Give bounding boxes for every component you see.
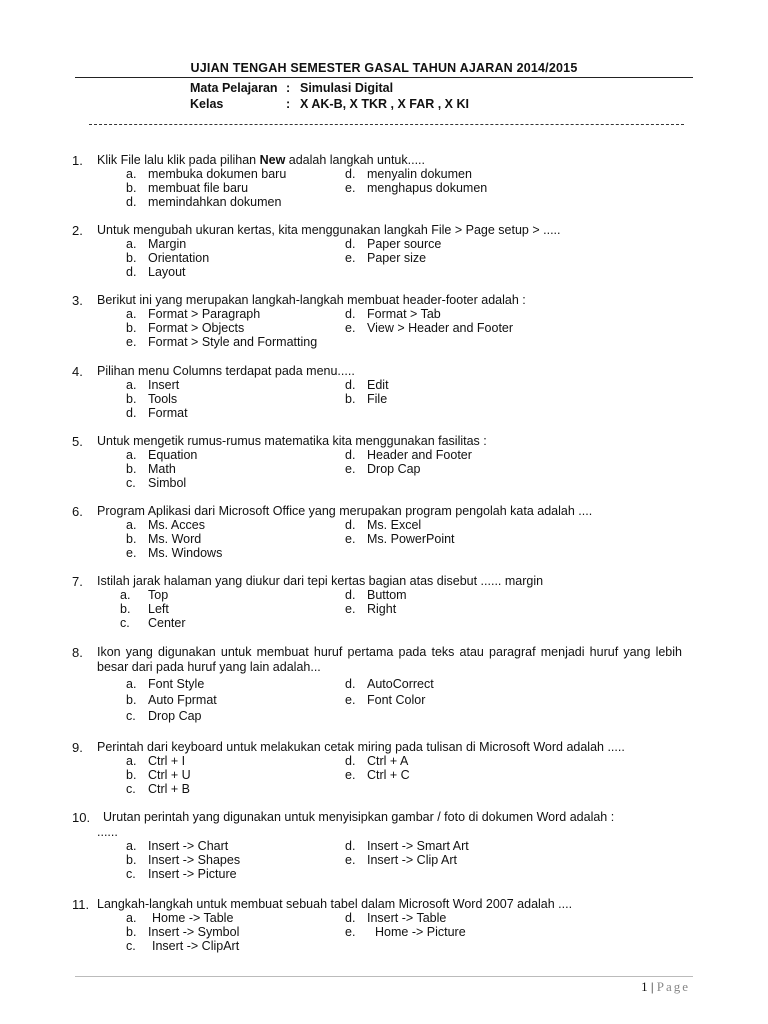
option-e: e. Drop Cap xyxy=(345,462,421,476)
option-b: b. membuat file baru xyxy=(126,181,249,195)
option-a: a. Margin xyxy=(126,237,187,251)
question-text-continued: ...... xyxy=(97,825,118,839)
option-e: e. Ms. PowerPoint xyxy=(345,532,455,546)
question-text: Untuk mengubah ukuran kertas, kita menggunakan langkah File > Page setup > ..... xyxy=(97,223,561,237)
option-e: b. File xyxy=(345,392,388,406)
page-separator: | xyxy=(650,979,654,994)
option-c: c. Insert -> ClipArt xyxy=(126,939,240,953)
option-c: c. Center xyxy=(120,616,186,630)
option-c: c. Ctrl + B xyxy=(126,782,191,796)
question-text-bold: New xyxy=(259,153,286,167)
option-e: e. Home -> Picture xyxy=(345,925,466,939)
question-number: 5. xyxy=(72,434,83,449)
question-text: Berikut ini yang merupakan langkah-langkah membuat header-footer adalah : xyxy=(97,293,526,307)
question-text: Program Aplikasi dari Microsoft Office yang merupakan program pengolah kata adalah .... xyxy=(97,504,593,518)
option-a: a. Ms. Acces xyxy=(126,518,205,532)
option-c: c. Drop Cap xyxy=(126,709,202,723)
option-a: a. membuka dokumen baru xyxy=(126,167,287,181)
class-row xyxy=(190,97,469,111)
option-b: b. Ctrl + U xyxy=(126,768,191,782)
class-label: Kelas xyxy=(190,97,224,111)
option-c: e. Format > Style and Formatting xyxy=(126,335,318,349)
option-b: b. Ms. Word xyxy=(126,532,202,546)
option-a: a. Font Style xyxy=(126,677,205,691)
option-c: d. Layout xyxy=(126,265,186,279)
class-separator: : xyxy=(286,97,291,111)
option-d: d. Header and Footer xyxy=(345,448,472,462)
option-d: d. Format > Tab xyxy=(345,307,441,321)
option-a: a. Equation xyxy=(126,448,198,462)
option-b: b. Insert -> Symbol xyxy=(126,925,240,939)
option-d: d. Insert -> Table xyxy=(345,911,447,925)
option-c: e. Ms. Windows xyxy=(126,546,223,560)
exam-title: UJIAN TENGAH SEMESTER GASAL TAHUN AJARAN 2014/2015 xyxy=(190,61,578,75)
question-number: 8. xyxy=(72,645,83,660)
option-a: a. Home -> Table xyxy=(126,911,234,925)
option-e: e. Ctrl + C xyxy=(345,768,410,782)
subject-label: Mata Pelajaran xyxy=(190,81,278,95)
question-number: 7. xyxy=(72,574,83,589)
option-a: a. Insert xyxy=(126,378,180,392)
subject-value: Simulasi Digital xyxy=(300,81,394,95)
option-b: b. Left xyxy=(120,602,169,616)
option-a: a. Format > Paragraph xyxy=(126,307,261,321)
page-label: Page xyxy=(656,979,690,994)
option-c: c. Insert -> Picture xyxy=(126,867,237,881)
question-number: 9. xyxy=(72,740,83,755)
question-text xyxy=(97,153,662,168)
title-rule xyxy=(75,77,693,78)
option-d: d. AutoCorrect xyxy=(345,677,434,691)
question-text: Untuk mengetik rumus-rumus matematika kita menggunakan fasilitas : xyxy=(97,434,487,448)
question-number: 4. xyxy=(72,364,83,379)
option-b: b. Insert -> Shapes xyxy=(126,853,241,867)
question-text: Urutan perintah yang digunakan untuk menyisipkan gambar / foto di dokumen Word adalah : xyxy=(103,810,615,824)
option-b: b. Auto Fprmat xyxy=(126,693,217,707)
question-number: 6. xyxy=(72,504,83,519)
page-footer xyxy=(641,979,690,995)
option-d: d. Buttom xyxy=(345,588,407,602)
option-c: c. Simbol xyxy=(126,476,187,490)
dashed-divider xyxy=(89,124,684,125)
option-d: d. Insert -> Smart Art xyxy=(345,839,469,853)
question-text-part: Klik File lalu klik pada pilihan xyxy=(97,153,260,167)
option-c: d. memindahkan dokumen xyxy=(126,195,282,209)
option-c: d. Format xyxy=(126,406,188,420)
option-d: d. Ctrl + A xyxy=(345,754,409,768)
option-e: e. View > Header and Footer xyxy=(345,321,514,335)
question-number: 2. xyxy=(72,223,83,238)
question-number: 3. xyxy=(72,293,83,308)
option-a: a. Top xyxy=(120,588,169,602)
option-e: e. Paper size xyxy=(345,251,427,265)
question-text: Langkah-langkah untuk membuat sebuah tabel dalam Microsoft Word 2007 adalah .... xyxy=(97,897,573,911)
option-e: e. menghapus dokumen xyxy=(345,181,488,195)
option-b: b. Math xyxy=(126,462,176,476)
question-text: Perintah dari keyboard untuk melakukan cetak miring pada tulisan di Microsoft Word adalah ..... xyxy=(97,740,625,754)
option-e: e. Font Color xyxy=(345,693,426,707)
option-b: b. Orientation xyxy=(126,251,210,265)
option-d: d. Edit xyxy=(345,378,389,392)
question-text: Ikon yang digunakan untuk membuat huruf pertama pada teks atau paragraf menjadi huruf yang lebih besar dari pada huruf yang lain adalah... xyxy=(97,645,682,674)
option-a: a. Ctrl + I xyxy=(126,754,186,768)
question-text-part: adalah langkah untuk..... xyxy=(285,153,425,167)
option-d: d. menyalin dokumen xyxy=(345,167,472,181)
option-e: e. Insert -> Clip Art xyxy=(345,853,457,867)
subject-row xyxy=(190,81,393,95)
question-text: Istilah jarak halaman yang diukur dari tepi kertas bagian atas disebut ...... margin xyxy=(97,574,544,588)
subject-separator: : xyxy=(286,81,291,95)
question-number: 10. xyxy=(72,810,91,825)
question-number: 11. xyxy=(72,897,90,912)
option-b: b. Format > Objects xyxy=(126,321,245,335)
class-value: X AK-B, X TKR , X FAR , X KI xyxy=(300,97,469,111)
option-d: d. Paper source xyxy=(345,237,442,251)
option-d: d. Ms. Excel xyxy=(345,518,422,532)
page-number: 1 xyxy=(641,979,648,994)
option-b: b. Tools xyxy=(126,392,178,406)
footer-rule xyxy=(75,976,693,977)
option-e: e. Right xyxy=(345,602,397,616)
question-number: 1. xyxy=(72,153,83,168)
option-a: a. Insert -> Chart xyxy=(126,839,229,853)
question-text: Pilihan menu Columns terdapat pada menu..... xyxy=(97,364,355,378)
